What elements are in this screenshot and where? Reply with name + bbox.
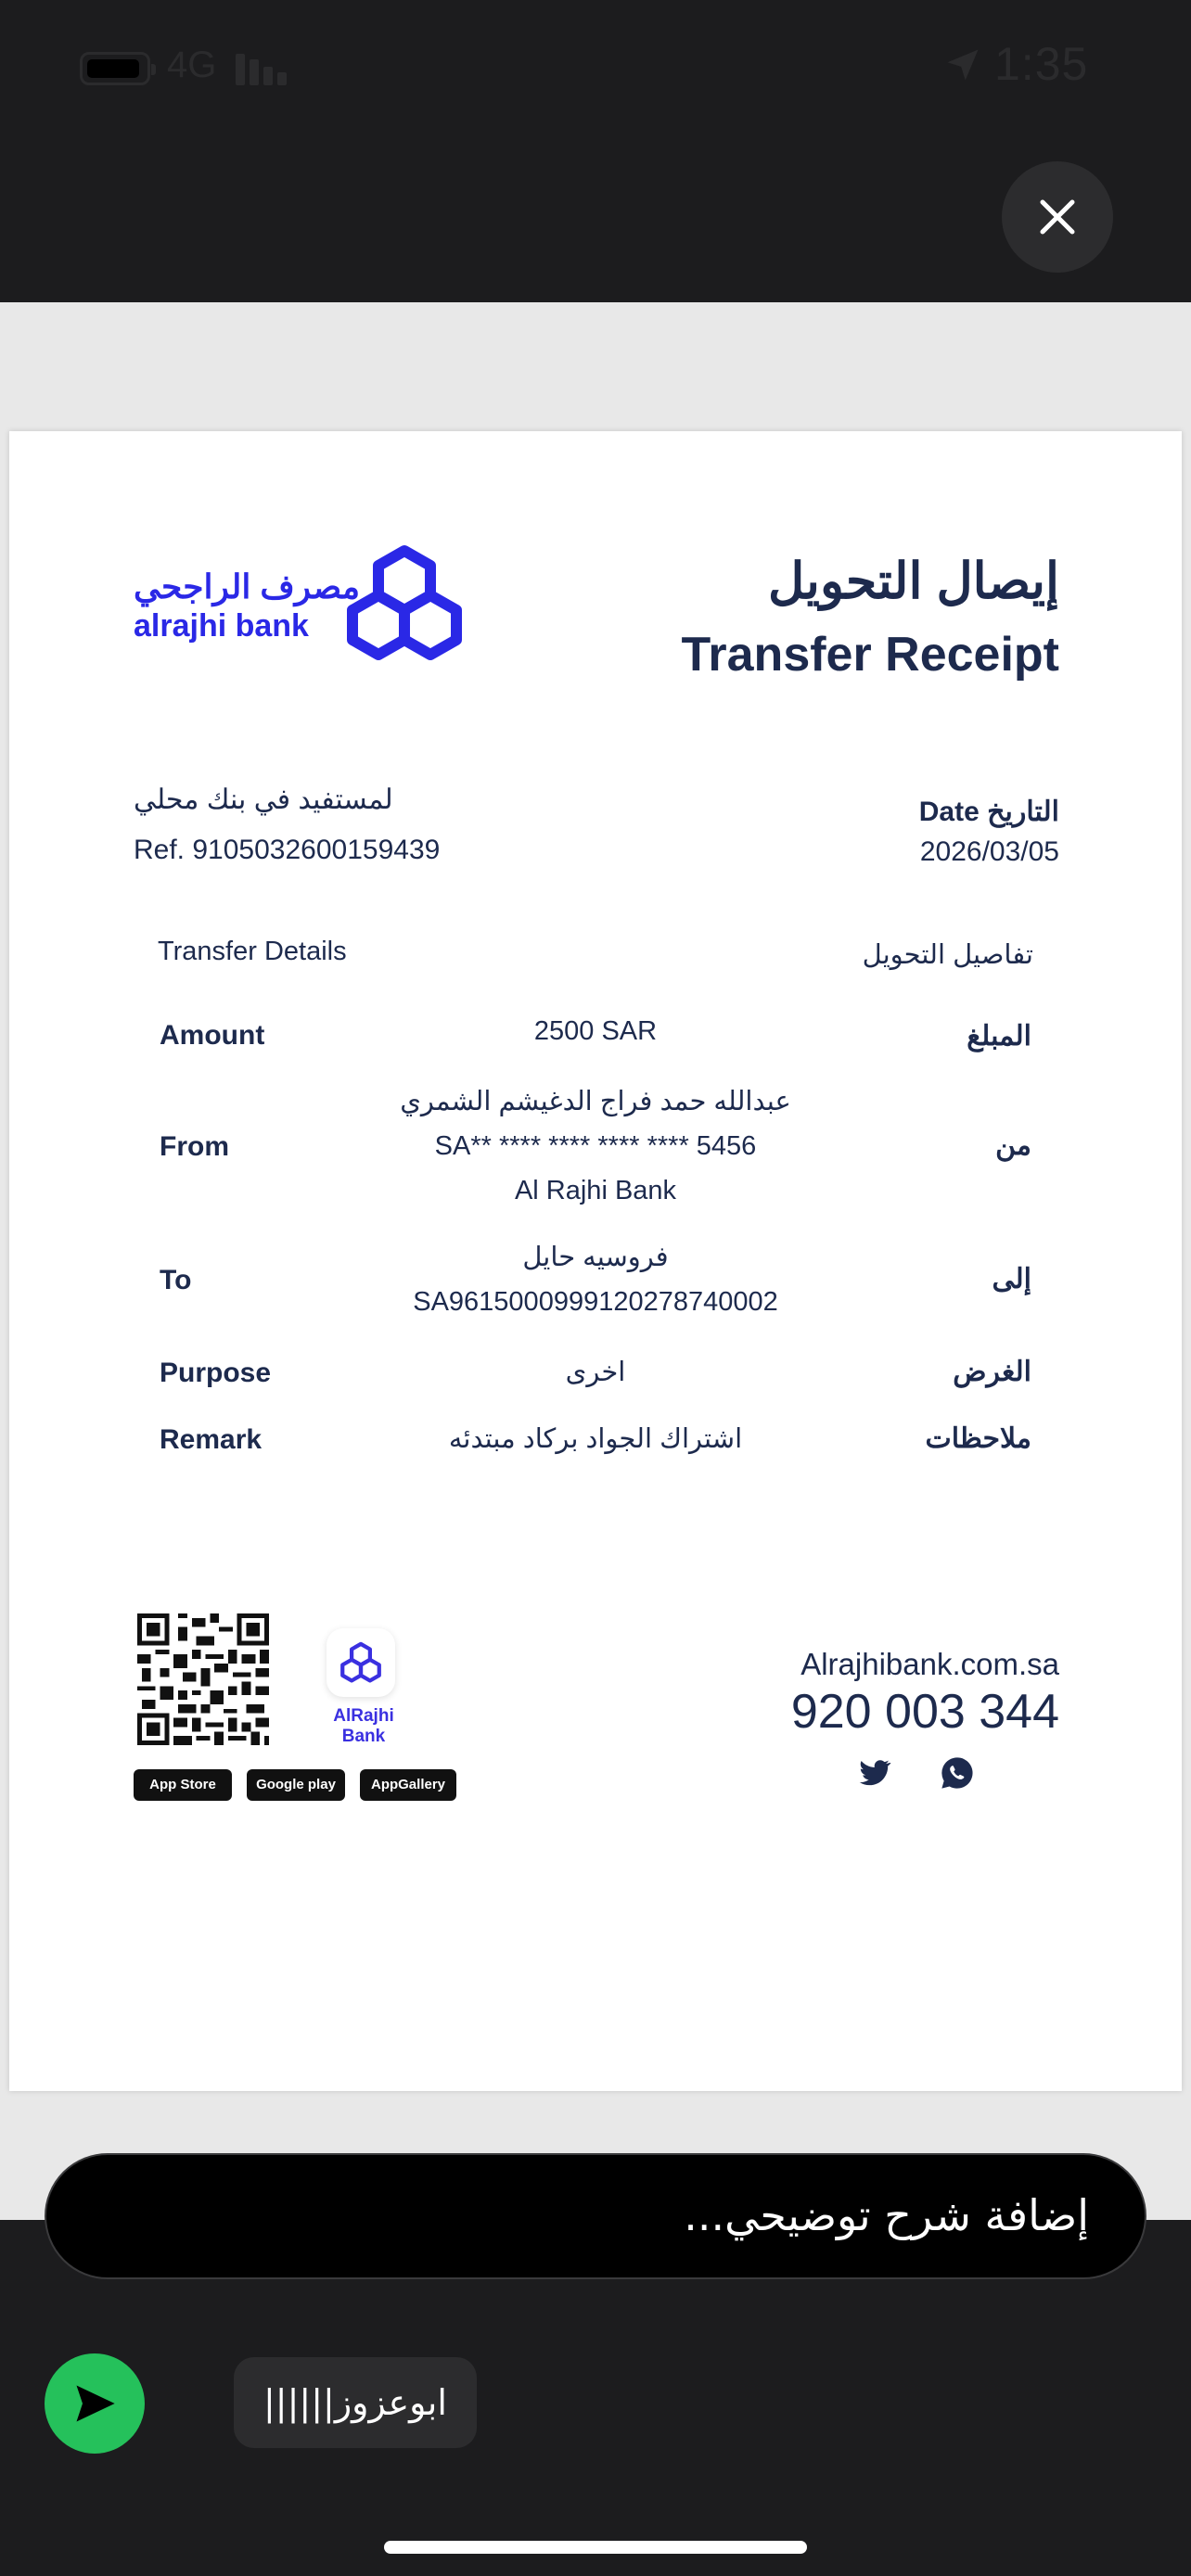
google-play-badge: Google play xyxy=(247,1769,345,1801)
close-button[interactable] xyxy=(1002,161,1113,273)
recipient-chip[interactable]: ابوعزوز|||||| xyxy=(234,2357,477,2448)
app-name: AlRajhi Bank xyxy=(333,1706,394,1746)
remark-label-arabic: ملاحظات xyxy=(925,1423,1031,1454)
sender-bank: Al Rajhi Bank xyxy=(514,1176,677,1205)
caption-placeholder: إضافة شرح توضيحي... xyxy=(684,2190,1089,2240)
section-title-english: Transfer Details xyxy=(158,937,347,966)
remark-value: اشتراك الجواد بركاد مبتدئه xyxy=(448,1424,743,1454)
network-label: 4G xyxy=(167,45,217,85)
app-icon xyxy=(327,1628,395,1697)
twitter-icon xyxy=(855,1754,892,1792)
location-arrow-icon xyxy=(942,45,983,85)
receipt-title-english: Transfer Receipt xyxy=(681,628,1059,682)
bank-website: Alrajhibank.com.sa xyxy=(800,1647,1059,1681)
caption-input[interactable] xyxy=(45,2153,1146,2279)
send-icon xyxy=(70,2379,119,2428)
amount-value: 2500 SAR xyxy=(533,1016,658,1046)
amount-label-arabic: المبلغ xyxy=(967,1021,1031,1052)
recipient-name: فروسيه حايل xyxy=(522,1243,669,1272)
signal-icon xyxy=(236,50,291,85)
beneficiary-type: لمستفيد في بنك محلي xyxy=(134,784,393,815)
purpose-value: اخرى xyxy=(565,1358,626,1387)
close-icon xyxy=(1035,195,1080,239)
purpose-label: Purpose xyxy=(160,1358,272,1388)
remark-label: Remark xyxy=(160,1424,263,1455)
alrajhi-logo-icon xyxy=(341,543,467,664)
app-store-badge: App Store xyxy=(134,1769,232,1801)
whatsapp-icon xyxy=(939,1754,976,1792)
section-title-arabic: تفاصيل التحويل xyxy=(862,940,1033,970)
reference-number: Ref. 9105032600159439 xyxy=(134,835,441,865)
from-label: From xyxy=(160,1131,229,1162)
receipt-title-arabic: إيصال التحويل xyxy=(768,554,1059,609)
send-button[interactable] xyxy=(45,2353,145,2454)
date-value: 2026/03/05 xyxy=(919,836,1059,867)
sender-name: عبدالله حمد فراج الدغيشم الشمري xyxy=(400,1087,791,1116)
qr-code xyxy=(137,1613,269,1745)
purpose-label-arabic: الغرض xyxy=(953,1357,1031,1387)
bank-phone: 920 003 344 xyxy=(790,1685,1059,1739)
amount-label: Amount xyxy=(160,1020,265,1051)
app-gallery-badge: AppGallery xyxy=(360,1769,456,1801)
bank-logo-english: alrajhi bank xyxy=(134,608,309,644)
status-time: 1:35 xyxy=(994,38,1089,90)
to-label-arabic: إلى xyxy=(992,1264,1031,1294)
home-indicator xyxy=(384,2541,807,2554)
from-label-arabic: من xyxy=(995,1130,1031,1161)
sender-account: SA** **** **** **** **** 5456 xyxy=(434,1131,757,1161)
battery-icon xyxy=(80,52,150,85)
recipient-iban: SA9615000999120278740002 xyxy=(413,1287,778,1317)
bank-logo-arabic: مصرف الراجحي xyxy=(134,567,361,606)
date-label: التاريخ Date xyxy=(918,797,1059,827)
alrajhi-app-icon xyxy=(339,1640,383,1685)
to-label: To xyxy=(160,1265,192,1295)
